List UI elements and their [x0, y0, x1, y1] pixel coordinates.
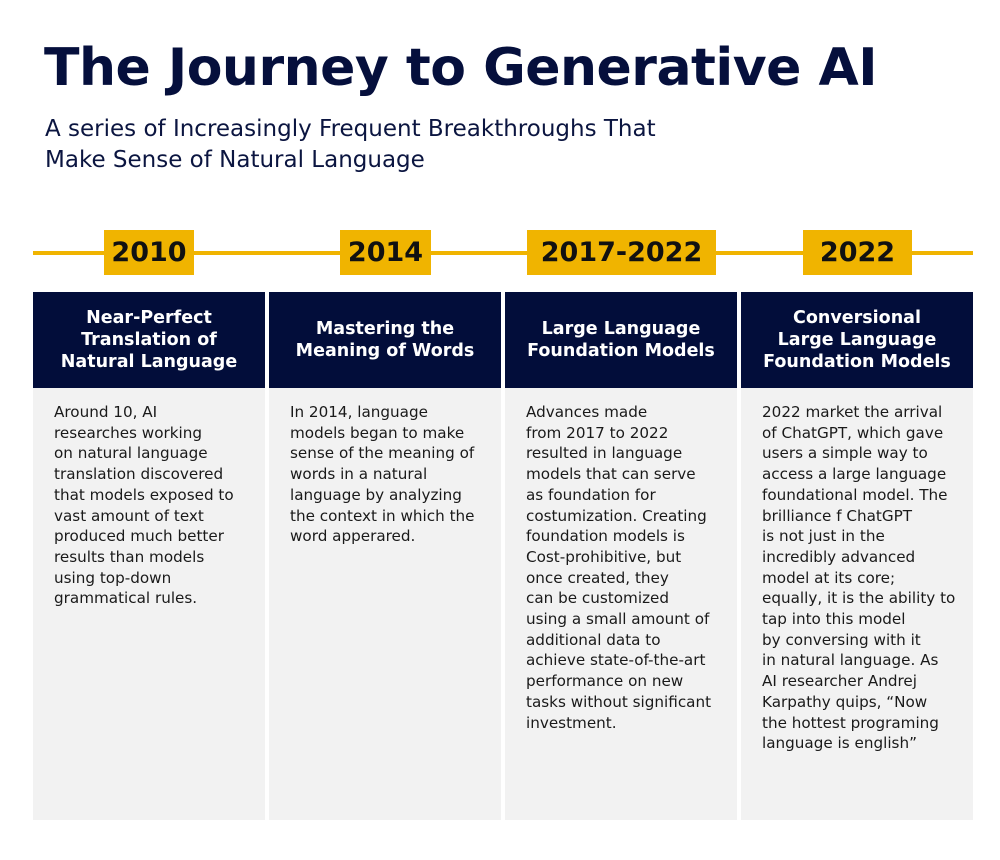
milestone-description: Advances made from 2017 to 2022 resulted in language models that can serve as foundation for costumization. Creating foundation models is Cost-prohibitive, but once created, they can be customized using a small amount of additional data to achieve state-of-the-art performance on new tasks without significant investment.: [526, 403, 712, 732]
year-badge-2010: 2010: [104, 230, 194, 275]
year-badge-2022: 2022: [803, 230, 912, 275]
page-title: The Journey to Generative AI: [44, 38, 878, 98]
milestone-card-2014: [269, 292, 501, 820]
milestone-description: In 2014, language models began to make sense of the meaning of words in a natural language by analyzing the context in which the word apperared.: [290, 403, 475, 546]
milestone-card-2017-2022: [505, 292, 737, 820]
milestone-description: Around 10, AI researches working on natural language translation discovered that models exposed to vast amount of text produced much better results than models using top-down grammatical rules.: [54, 403, 234, 608]
milestone-card-2010: [33, 292, 265, 820]
milestone-heading: Near-Perfect Translation of Natural Language: [33, 292, 265, 388]
milestone-card-2022: [741, 292, 973, 820]
milestone-heading: Mastering the Meaning of Words: [269, 292, 501, 388]
milestone-heading: Conversional Large Language Foundation Models: [741, 292, 973, 388]
milestone-heading: Large Language Foundation Models: [505, 292, 737, 388]
page-subtitle: A series of Increasingly Frequent Breakthroughs That Make Sense of Natural Language: [45, 116, 656, 173]
milestone-description: 2022 market the arrival of ChatGPT, which gave users a simple way to access a large language foundational model. The brilliance f ChatGPT is not just in the incredibly advanced model at its core; equally, it is the ability to tap into this model by conversing with it in natural language. As AI researcher Andrej Karpathy quips, “Now the hottest programing language is english”: [762, 403, 956, 753]
year-badge-2017-2022: 2017-2022: [527, 230, 716, 275]
year-badge-2014: 2014: [340, 230, 431, 275]
